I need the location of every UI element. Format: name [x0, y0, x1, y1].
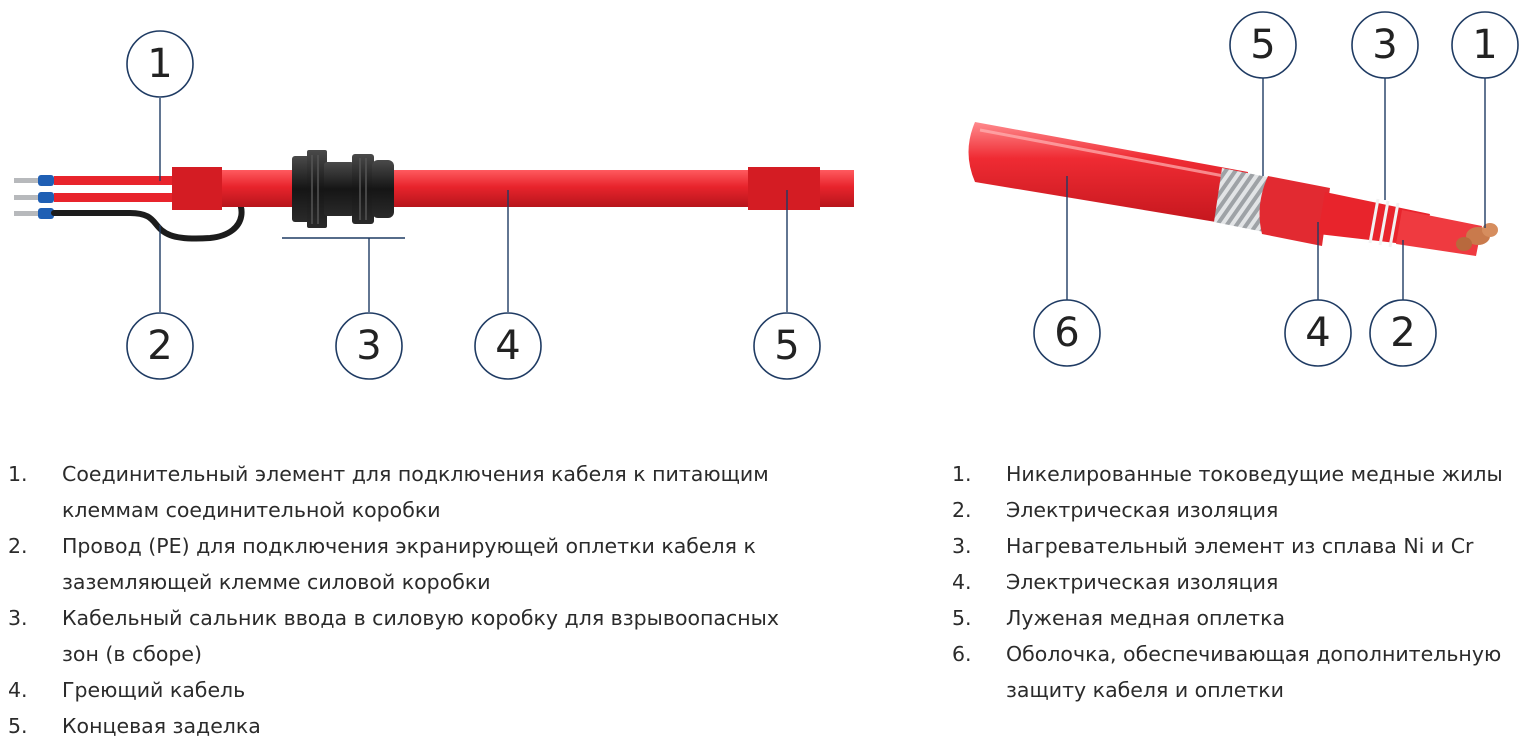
- legend-number: 2.: [8, 534, 28, 558]
- legend-text: Электрическая изоляция: [1006, 498, 1279, 522]
- legend-item: [8, 708, 808, 744]
- legend-text: Оболочка, обеспечивающая дополнительную защиту кабеля и оплетки: [1006, 642, 1502, 702]
- callout-right-3: [1352, 12, 1418, 78]
- legend-number: 5.: [952, 606, 972, 630]
- legend-number: 6.: [952, 642, 972, 666]
- cable-assembly-left: [14, 31, 854, 379]
- inner-insulation: [1260, 176, 1330, 246]
- legend-text: Никелированные токоведущие медные жилы: [1006, 462, 1503, 486]
- legend-item: [8, 600, 808, 672]
- legend-number: 1.: [952, 462, 972, 486]
- svg-text:3: 3: [356, 323, 382, 369]
- legend-item: [952, 636, 1512, 708]
- connector-sleeve: [172, 167, 222, 210]
- callout-left-5: [754, 313, 820, 379]
- legend-text: Концевая заделка: [62, 714, 261, 738]
- legend-number: 4.: [952, 570, 972, 594]
- end-termination: [748, 167, 820, 210]
- callout-right-5: [1230, 12, 1296, 78]
- legend-text: Провод (PE) для подключения экранирующей оплетки кабеля к заземляющей клемме силовой коробки: [62, 534, 756, 594]
- callout-left-2: [127, 313, 193, 379]
- cable-cross-section-right: [969, 12, 1519, 366]
- legend-number: 3.: [952, 534, 972, 558]
- legend-item: [8, 456, 808, 528]
- legend-item: [952, 564, 1512, 600]
- legend-item: [8, 528, 808, 600]
- callout-right-4: [1285, 300, 1351, 366]
- legend-number: 1.: [8, 462, 28, 486]
- svg-text:5: 5: [774, 323, 800, 369]
- svg-text:4: 4: [1305, 310, 1331, 356]
- svg-text:1: 1: [147, 41, 173, 87]
- legend-item: [952, 600, 1512, 636]
- legend-text: Кабельный сальник ввода в силовую коробку для взрывоопасных зон (в сборе): [62, 606, 779, 666]
- legend-text: Соединительный элемент для подключения кабеля к питающим клеммам соединительной коробки: [62, 462, 769, 522]
- legend-text: Нагревательный элемент из сплава Ni и Cr: [1006, 534, 1474, 558]
- legend-number: 3.: [8, 606, 28, 630]
- callout-left-1: [127, 31, 193, 97]
- legend-left: [8, 456, 808, 744]
- callout-left-4: [475, 313, 541, 379]
- legend-text: Греющий кабель: [62, 678, 246, 702]
- svg-text:4: 4: [495, 323, 521, 369]
- callout-right-1: [1452, 12, 1518, 78]
- legend-item: [8, 672, 808, 708]
- legend-number: 5.: [8, 714, 28, 738]
- callout-right-6: [1034, 300, 1100, 366]
- legend-number: 4.: [8, 678, 28, 702]
- svg-text:6: 6: [1054, 310, 1080, 356]
- cable-gland: [292, 150, 394, 228]
- svg-text:2: 2: [147, 323, 173, 369]
- svg-text:3: 3: [1372, 22, 1398, 68]
- legend-number: 2.: [952, 498, 972, 522]
- svg-text:2: 2: [1390, 310, 1416, 356]
- legend-text: Луженая медная оплетка: [1006, 606, 1286, 630]
- svg-text:5: 5: [1250, 22, 1276, 68]
- legend-item: [952, 528, 1512, 564]
- legend-text: Электрическая изоляция: [1006, 570, 1279, 594]
- callout-left-3: [336, 313, 402, 379]
- callout-right-2: [1370, 300, 1436, 366]
- legend-item: [952, 492, 1512, 528]
- legend-right: [952, 456, 1512, 708]
- svg-text:1: 1: [1472, 22, 1498, 68]
- legend-item: [952, 456, 1512, 492]
